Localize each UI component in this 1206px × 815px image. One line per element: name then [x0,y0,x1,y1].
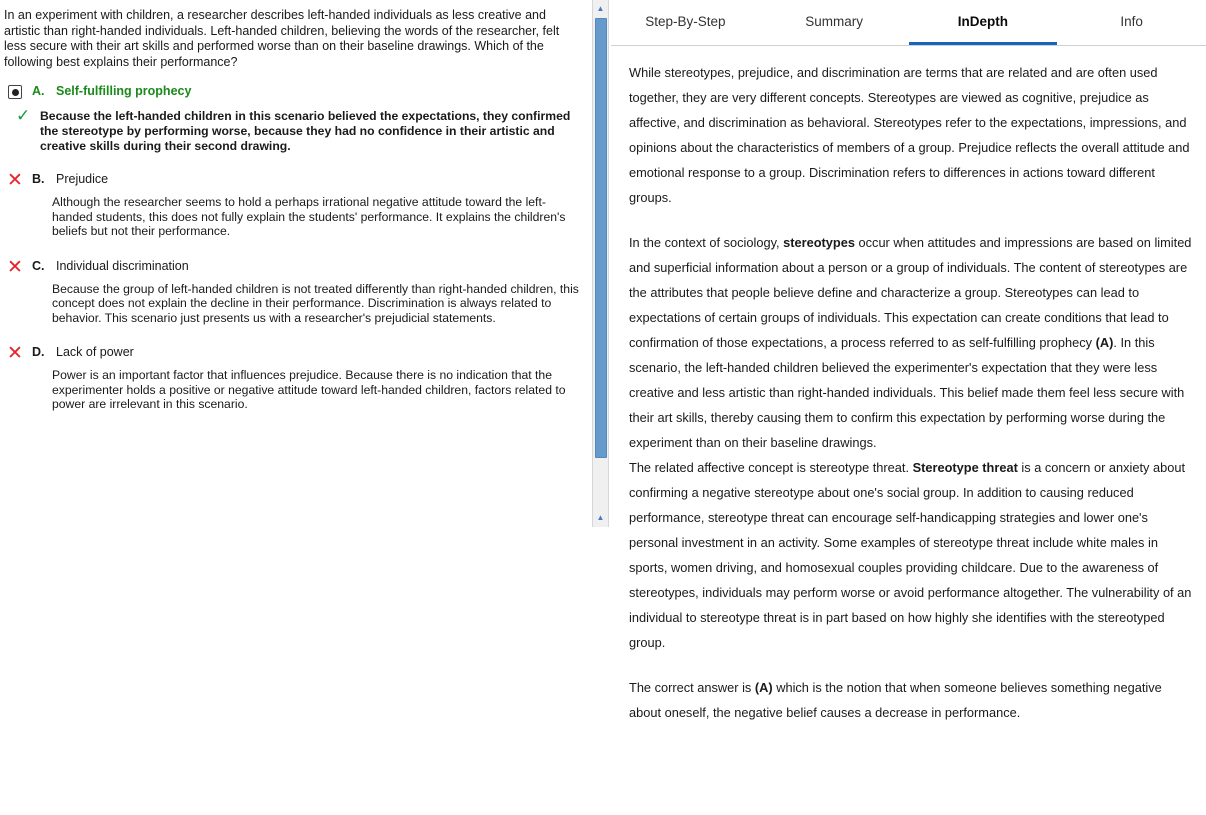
indepth-paragraph-4: The correct answer is (A) which is the notion that when someone believes something negative about oneself, the negative belief causes a decrease in performance. [629,680,1162,720]
tab-bar [611,0,1206,46]
choice-b-letter: B. [32,172,45,186]
indepth-paragraph-3: The related affective concept is stereotype threat. Stereotype threat is a concern or anxiety about confirming a negative stereotype about one's social group. In addition to causing reduced performance, stereotype threat can encourage self-handicapping strategies and lower one's personal investment in an activity. Some examples of stereotype threat include white males in sports, women driving, and homosexual couples providing childcare. Due to the awareness of stereotypes, individuals may perform worse or avoid performance altogether. The vulnerability of an individual to stereotype threat is in part based on how highly she identifies with the stereotyped group. [629,460,1192,650]
explanation-pane [611,0,1206,815]
check-mark-icon: ✓ [16,106,31,126]
question-pane [0,0,592,815]
choice-b-header[interactable] [4,169,580,191]
tab-step-by-step[interactable]: Step-By-Step [611,0,760,45]
indepth-paragraph-1: While stereotypes, prejudice, and discrimination are terms that are related and are often used together, they are very different concepts. Stereotypes are viewed as cognitive, prejudice as affective, and discrimination as behavioral. Stereotypes refer to the expectations, impressions, and opinions about the characteristics of members of a group. Prejudice reflects the overall attitude and emotional response to a group. Discrimination refers to differences in actions toward different groups. [629,65,1190,205]
choice-a-explanation-text: Because the left-handed children in this scenario believed the expectations, they confirmed the stereotype by performing worse, because they had no confidence in their artistic and creative skills during their second drawing. [40,109,571,153]
choice-c-text: Individual discrimination [56,258,189,273]
choice-d-header[interactable] [4,342,580,364]
choice-d-rationale: Power is an important factor that influences prejudice. Because there is no indication that the experimenter holds a positive or negative attitude toward left-handed children, factors related to power are irrelevant in this scenario. [52,368,566,411]
choice-a[interactable] [4,84,580,154]
indepth-paragraph-2: In the context of sociology, stereotypes occur when attitudes and impressions are based on limited and superficial information about a person or a group of individuals. The content of stereotypes are the attributes that people believe define and characterize a group. Stereotypes can lead to expectations of certain groups of individuals. This expectation can create conditions that lead to confirmation of those expectations, a process referred to as self-fulfilling prophecy (A). In this scenario, the left-handed children believed the experimenter's expectation that they were less creative and less artistic than right-handed individuals. This belief made them feel less secure with their art skills, thereby causing them to confirm this expectation by performing worse during the experiment than on their baseline drawings. [629,235,1192,450]
chevron-down-icon[interactable]: ▲ [593,510,608,525]
question-stem: In an experiment with children, a researcher describes left-handed individuals as less creative and artistic than right-handed individuals. Left-handed children, believing the words of the researcher, felt less secure with their art skills and performed worse than on their baseline drawings. Which of the following best explains their performance? [4,8,560,69]
choice-c-letter: C. [32,258,45,273]
choice-c-header[interactable] [4,255,580,278]
choice-d[interactable] [4,342,580,412]
choice-d-text: Lack of power [56,345,134,359]
choice-a-text: Self-fulfilling prophecy [56,84,192,98]
choice-c-rationale: Because the group of left-handed children is not treated differently than right-handed children, this concept does not explain the decline in their performance. Discrimination is always related to behavior. This scenario just presents us with a researcher's prejudicial statements. [52,281,579,325]
choice-b[interactable] [4,169,580,239]
tab-summary[interactable]: Summary [760,0,909,45]
choice-b-rationale: Although the researcher seems to hold a perhaps irrational negative attitude toward the left-handed students, this does not fully explain the students' performance. It explains the children's beliefs but not their performance. [52,195,566,238]
choice-a-header[interactable] [4,84,580,101]
choice-d-letter: D. [32,345,45,359]
tab-indepth[interactable]: InDepth [909,0,1058,45]
x-mark-icon: ✕ [7,255,23,278]
choice-c[interactable] [4,255,580,326]
chevron-up-icon[interactable]: ▲ [593,1,608,16]
radio-selected-icon[interactable] [6,83,24,101]
x-mark-icon: ✕ [7,342,23,364]
choice-b-text: Prejudice [56,172,109,186]
scrollbar-thumb[interactable] [595,18,607,458]
tab-info[interactable]: Info [1057,0,1206,45]
choice-a-letter: A. [32,84,45,98]
indepth-content [611,46,1206,815]
vertical-scrollbar[interactable] [592,0,609,527]
choice-a-explanation [4,106,580,154]
x-mark-icon: ✕ [7,169,23,191]
